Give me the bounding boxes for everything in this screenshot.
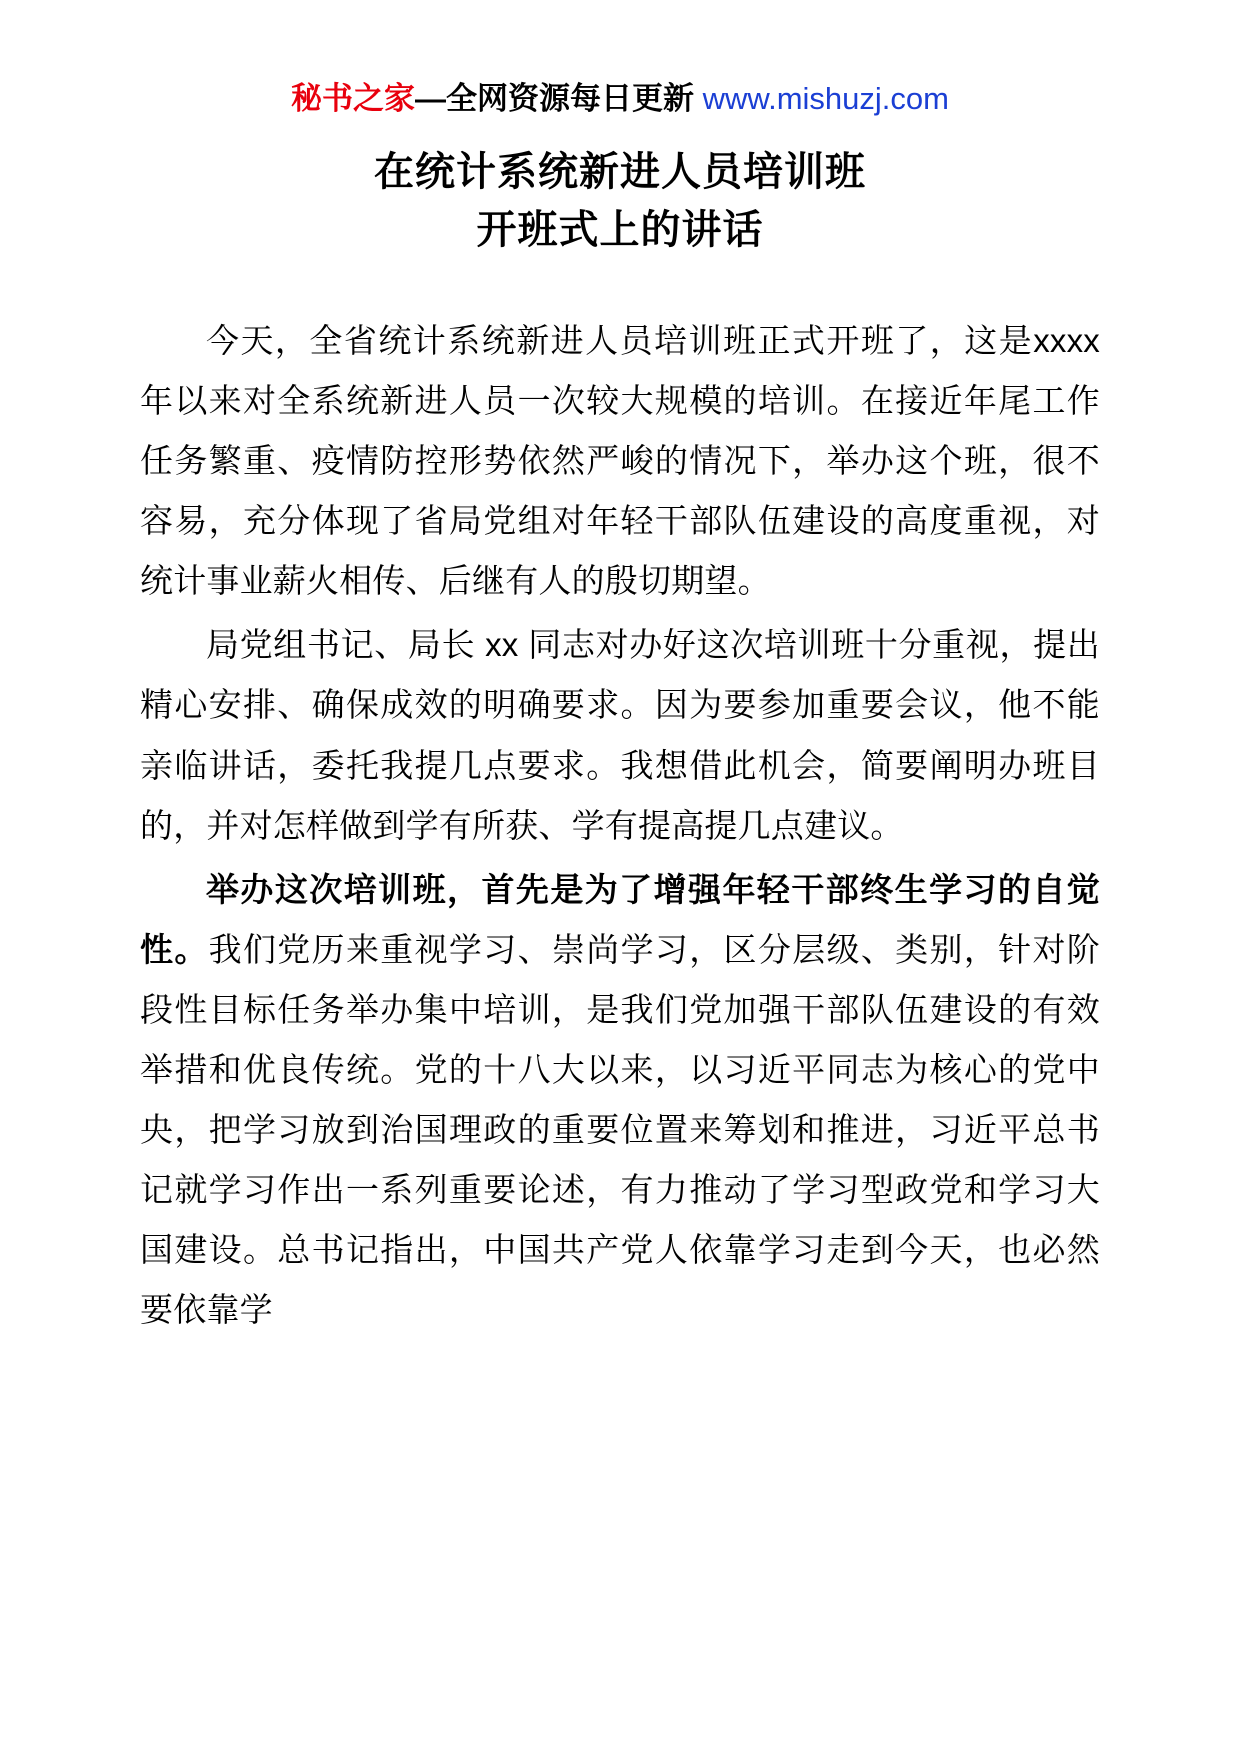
document-body [140, 311, 1100, 1340]
page-title-line-1: 在统计系统新进人员培训班 [374, 150, 866, 195]
paragraph [140, 615, 1100, 855]
page-title [140, 143, 1100, 259]
page-title-line-2: 开班式上的讲话 [476, 208, 764, 253]
paragraph-text: 今天，全省统计系统新进人员培训班正式开班了，这是xxxx 年以来对全系统新进人员一次较大规模的培训。在接近年尾工作任务繁重、疫情防控形势依然严峻的情况下，举办这个班，很不容易，充分体现了省局党组对年轻干部队伍建设的高度重视，对统计事业薪火相传、后继有人的殷切期望。 [140, 322, 1100, 600]
paragraph [140, 860, 1100, 1340]
paragraph-text: 我们党历来重视学习、崇尚学习，区分层级、类别，针对阶段性目标任务举办集中培训，是我们党加强干部队伍建设的有效举措和优良传统。党的十八大以来，以习近平同志为核心的党中央，把学习放到治国理政的重要位置来筹划和推进，习近平总书记就学习作出一系列重要论述，有力推动了学习型政党和学习大国建设。总书记指出，中国共产党人依靠学习走到今天，也必然要依靠学 [140, 930, 1100, 1328]
paragraph-bold-lead: 举办这次培训班，首先是为了增强年轻干部终生学习的自觉性。 [140, 870, 1100, 968]
paragraph-text: 局党组书记、局长 xx 同志对办好这次培训班十分重视，提出精心安排、确保成效的明确要求。因为要参加重要会议，他不能亲临讲话，委托我提几点要求。我想借此机会，简要阐明办班目的，并对怎样做到学有所获、学有提高提几点建议。 [140, 626, 1100, 844]
site-url[interactable]: www.mishuzj.com [702, 81, 949, 116]
site-watermark [140, 80, 1100, 117]
site-tagline: 全网资源每日更新 [446, 81, 695, 116]
watermark-dash: — [415, 81, 447, 116]
paragraph [140, 311, 1100, 611]
site-brand: 秘书之家 [291, 81, 416, 116]
